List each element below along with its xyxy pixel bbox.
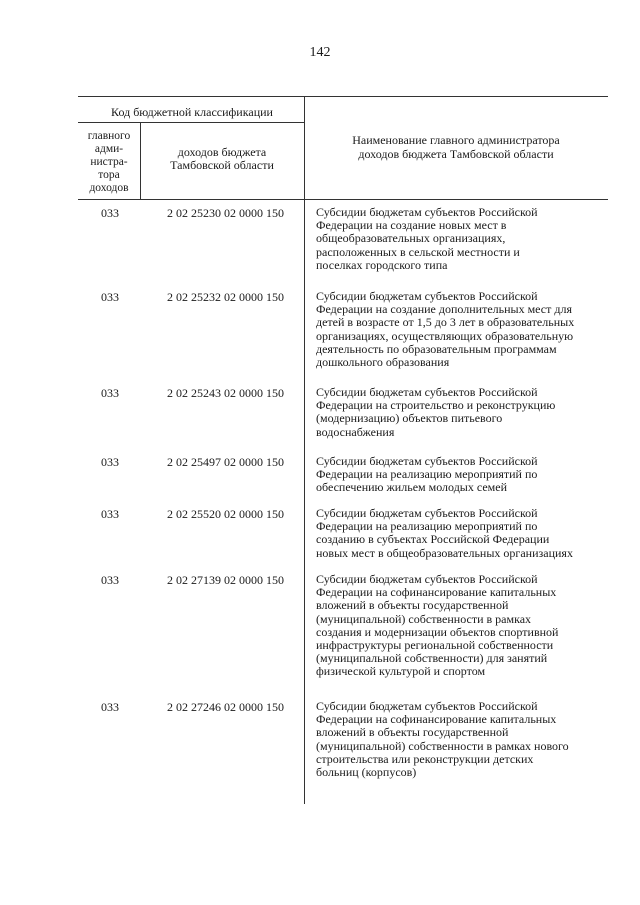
- revenue-name-line: Федерации на создание новых мест в: [316, 218, 507, 233]
- column-divider-2: [304, 96, 305, 804]
- revenue-name: [316, 700, 606, 779]
- revenue-name-line: Субсидии бюджетам субъектов Российской: [316, 289, 538, 303]
- revenue-name-line: (муниципальной) собственности в рамках: [316, 611, 532, 626]
- admin-code: 033: [101, 386, 119, 400]
- revenue-name-line: вложений в объекты государственной: [316, 598, 509, 613]
- revenue-name-line: созданию в субъектах Российской Федерации: [316, 532, 550, 547]
- revenue-name: [316, 206, 606, 272]
- page-number: 142: [309, 45, 331, 60]
- revenue-name-line: Субсидии бюджетам субъектов Российской: [316, 385, 538, 399]
- revenue-name-line: Субсидии бюджетам субъектов Российской: [316, 454, 538, 468]
- header-admin-line: главного: [87, 130, 131, 142]
- revenue-name: [316, 507, 606, 560]
- revenue-name-line: дошкольного образования: [316, 355, 450, 370]
- revenue-name-line: инфраструктуры региональной собственности: [316, 638, 554, 653]
- admin-code: 033: [101, 700, 119, 714]
- budget-code: 2 02 25520 02 0000 150: [167, 507, 284, 521]
- revenue-name-line: Субсидии бюджетам субъектов Российской: [316, 699, 538, 713]
- revenue-name-line: водоснабжения: [316, 424, 395, 439]
- header-income-line: Тамбовской области: [170, 158, 274, 172]
- budget-code: 2 02 27139 02 0000 150: [167, 573, 284, 587]
- revenue-name-line: общеобразовательных организациях,: [316, 231, 506, 246]
- header-admin-line: адми-: [94, 143, 124, 155]
- header-classification-code: Код бюджетной классификации: [111, 105, 273, 119]
- revenue-name-line: (муниципальной) собственности в рамках нового: [316, 738, 569, 753]
- admin-code: 033: [101, 206, 119, 220]
- header-admin-line: доходов: [89, 182, 129, 194]
- revenue-name-line: Федерации на реализацию мероприятий по: [316, 467, 538, 482]
- revenue-name-line: (модернизацию) объектов питьевого: [316, 411, 503, 426]
- revenue-name-line: вложений в объекты государственной: [316, 725, 509, 740]
- revenue-name-line: Федерации на строительство и реконструкцию: [316, 398, 556, 413]
- revenue-name-line: Федерации на реализацию мероприятий по: [316, 519, 538, 534]
- budget-code: 2 02 25232 02 0000 150: [167, 290, 284, 304]
- header-admin-line: тора: [98, 169, 120, 181]
- revenue-name: [316, 573, 606, 679]
- header-name-line: Наименование главного администратора: [352, 133, 560, 147]
- revenue-name-line: создания и модернизации объектов спортивной: [316, 624, 559, 639]
- admin-code: 033: [101, 290, 119, 304]
- revenue-name-line: организациях, осуществляющих образовательную: [316, 328, 574, 343]
- revenue-name-line: Субсидии бюджетам субъектов Российской: [316, 205, 538, 219]
- revenue-name-line: поселках городского типа: [316, 257, 448, 272]
- budget-code: 2 02 25230 02 0000 150: [167, 206, 284, 220]
- header-admin-column: [78, 130, 140, 195]
- revenue-name-line: Федерации на софинансирование капитальных: [316, 712, 557, 727]
- revenue-name-line: физической культурой и спортом: [316, 664, 486, 679]
- revenue-name-line: Федерации на создание дополнительных мест для: [316, 302, 572, 317]
- header-name-line: доходов бюджета Тамбовской области: [358, 147, 554, 161]
- header-admin-line: нистра-: [90, 156, 128, 168]
- revenue-name-line: обеспечению жильем молодых семей: [316, 480, 507, 495]
- admin-code: 033: [101, 573, 119, 587]
- budget-code: 2 02 27246 02 0000 150: [167, 700, 284, 714]
- revenue-name-line: Субсидии бюджетам субъектов Российской: [316, 572, 538, 586]
- revenue-name-line: больниц (корпусов): [316, 765, 417, 780]
- revenue-name-line: Федерации на софинансирование капитальных: [316, 585, 557, 600]
- header-income-line: доходов бюджета: [177, 145, 267, 159]
- column-divider-1: [140, 122, 141, 199]
- header-name-column: [308, 133, 604, 161]
- revenue-name-line: строительства или реконструкции детских: [316, 751, 534, 766]
- budget-code: 2 02 25497 02 0000 150: [167, 455, 284, 469]
- revenue-name-line: новых мест в общеобразовательных организациях: [316, 545, 573, 560]
- revenue-name-line: (муниципальной собственности) для занятий: [316, 651, 548, 666]
- revenue-name: [316, 386, 606, 439]
- revenue-name: [316, 290, 606, 369]
- revenue-name-line: расположенных в сельской местности и: [316, 244, 520, 259]
- header-bottom-border: [78, 199, 608, 200]
- revenue-name-line: Субсидии бюджетам субъектов Российской: [316, 506, 538, 520]
- admin-code: 033: [101, 455, 119, 469]
- header-group-divider: [78, 122, 304, 123]
- admin-code: 033: [101, 507, 119, 521]
- header-income-column: [142, 146, 302, 172]
- table-top-border: [78, 96, 608, 97]
- revenue-name-line: деятельность по образовательным программам: [316, 341, 557, 356]
- revenue-name: [316, 455, 606, 495]
- revenue-name-line: детей в возрасте от 1,5 до 3 лет в образовательных: [316, 315, 575, 330]
- budget-code: 2 02 25243 02 0000 150: [167, 386, 284, 400]
